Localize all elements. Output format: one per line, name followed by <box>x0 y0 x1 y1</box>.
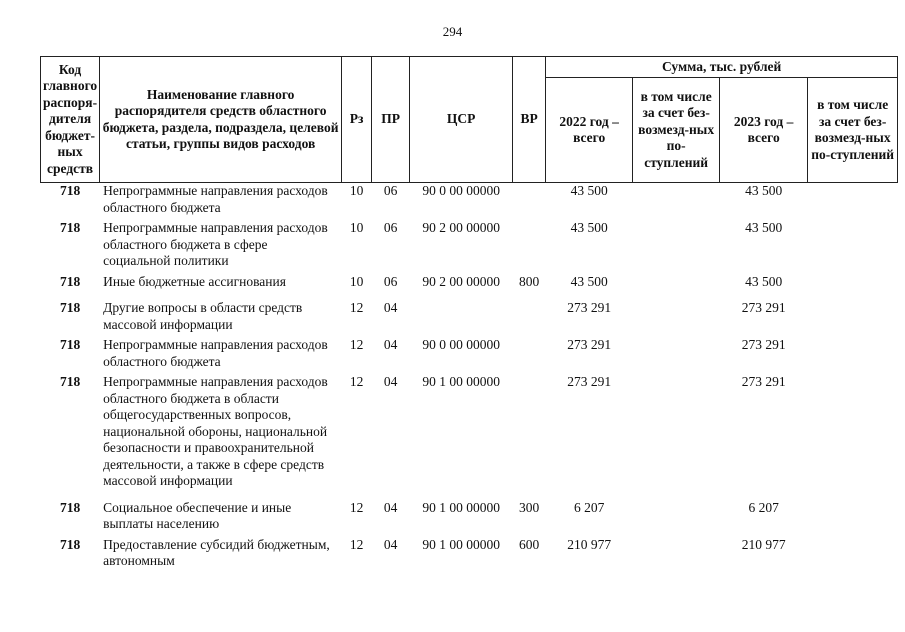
row-2023-total: 273 291 <box>741 337 786 352</box>
table-row <box>41 294 898 337</box>
row-vr <box>513 294 546 337</box>
row-2022-grants <box>633 183 720 221</box>
row-2023-total: 43 500 <box>745 220 783 235</box>
row-pr: 06 <box>383 220 398 235</box>
row-2023-grants <box>808 494 898 537</box>
table-row <box>41 183 898 221</box>
row-name: Другие вопросы в области средств массовой информации <box>103 300 303 332</box>
row-2022-total: 43 500 <box>570 273 608 289</box>
row-2023-grants <box>808 220 898 274</box>
row-2023-grants <box>808 183 898 221</box>
header-code: Код главного распоря-дителя бюджет-ных средств <box>41 57 100 183</box>
row-rz: 12 <box>349 300 364 315</box>
row-2022-grants <box>633 220 720 274</box>
row-rz: 10 <box>349 183 364 198</box>
header-rz: Рз <box>342 57 372 183</box>
row-name: Непрограммные направления расходов областного бюджета в области общегосударственных вопросов, национальной обороны, национальной безопасности и правоохранительной деятельности, а также в сфере средств массовой информации <box>103 374 328 488</box>
row-2023-grants <box>808 374 898 494</box>
row-2022-total: 43 500 <box>570 183 608 198</box>
row-name: Социальное обеспечение и иные выплаты населению <box>103 499 292 531</box>
row-2022-grants <box>633 294 720 337</box>
row-name: Иные бюджетные ассигнования <box>103 273 286 289</box>
row-pr: 04 <box>383 300 398 315</box>
row-pr: 04 <box>383 536 398 552</box>
row-2022-total: 210 977 <box>567 536 612 552</box>
row-2023-total: 273 291 <box>741 374 786 389</box>
row-code: 718 <box>59 337 81 352</box>
header-sum-group: Сумма, тыс. рублей <box>546 57 898 78</box>
row-2023-total: 273 291 <box>741 300 786 315</box>
row-csr: 90 1 00 00000 <box>422 536 500 552</box>
row-2022-grants <box>633 337 720 374</box>
page-number: 294 <box>442 24 463 39</box>
row-2023-grants <box>808 537 898 574</box>
row-csr <box>410 294 513 337</box>
table-row <box>41 220 898 274</box>
row-2022-total: 273 291 <box>567 374 612 389</box>
row-2022-total: 43 500 <box>570 220 608 235</box>
row-vr: 300 <box>519 499 540 515</box>
row-code: 718 <box>59 374 81 389</box>
table-row <box>41 274 898 295</box>
row-vr <box>513 337 546 374</box>
row-2022-total: 273 291 <box>567 300 612 315</box>
row-2022-grants <box>633 274 720 295</box>
row-code: 718 <box>59 300 81 315</box>
row-2022-grants <box>633 537 720 574</box>
row-code: 718 <box>59 183 81 198</box>
row-csr: 90 0 00 00000 <box>422 337 500 352</box>
row-pr: 04 <box>383 374 398 389</box>
row-csr: 90 0 00 00000 <box>422 183 500 198</box>
header-vr: ВР <box>513 57 546 183</box>
row-2023-grants <box>808 274 898 295</box>
row-rz: 10 <box>349 220 364 235</box>
row-rz: 12 <box>349 337 364 352</box>
row-vr <box>513 220 546 274</box>
header-2022-grants: в том числе за счет без-возмезд-ных по-ступлений <box>633 78 720 183</box>
row-pr: 04 <box>383 499 398 515</box>
row-code: 718 <box>59 220 81 235</box>
table-row <box>41 494 898 537</box>
row-2023-grants <box>808 337 898 374</box>
table-row <box>41 537 898 574</box>
table-row <box>41 374 898 494</box>
budget-table <box>40 56 898 574</box>
row-vr <box>513 374 546 494</box>
header-pr: ПР <box>372 57 410 183</box>
row-name: Непрограммные направления расходов областного бюджета в сфере социальной политики <box>103 220 328 268</box>
row-2023-total: 43 500 <box>745 273 783 289</box>
row-vr <box>513 183 546 221</box>
row-csr: 90 1 00 00000 <box>422 374 500 389</box>
row-2023-total: 43 500 <box>745 183 783 198</box>
row-2022-grants <box>633 374 720 494</box>
row-csr: 90 2 00 00000 <box>422 220 500 235</box>
row-code: 718 <box>59 499 81 515</box>
row-pr: 06 <box>383 183 398 198</box>
header-name: Наименование главного распорядителя средств областного бюджета, раздела, подраздела, целевой статьи, группы видов расходов <box>100 57 342 183</box>
row-vr: 600 <box>519 536 540 552</box>
row-2023-total: 6 207 <box>748 499 779 515</box>
row-pr: 04 <box>383 337 398 352</box>
row-name: Непрограммные направления расходов областного бюджета <box>103 337 328 369</box>
row-csr: 90 2 00 00000 <box>422 273 500 289</box>
row-rz: 12 <box>349 499 364 515</box>
row-2023-grants <box>808 294 898 337</box>
row-code: 718 <box>59 273 81 289</box>
row-rz: 12 <box>349 374 364 389</box>
row-rz: 10 <box>349 273 364 289</box>
row-2022-total: 273 291 <box>567 337 612 352</box>
header-csr: ЦСР <box>410 57 513 183</box>
row-2022-total: 6 207 <box>573 499 605 515</box>
row-2023-total: 210 977 <box>741 536 786 552</box>
row-rz: 12 <box>349 536 364 552</box>
row-csr: 90 1 00 00000 <box>422 499 500 515</box>
row-code: 718 <box>59 536 81 552</box>
table-row <box>41 337 898 374</box>
row-2022-grants <box>633 494 720 537</box>
header-2022-total: 2022 год – всего <box>546 78 633 183</box>
row-pr: 06 <box>383 273 398 289</box>
header-2023-grants: в том числе за счет без-возмезд-ных по-ступлений <box>808 78 898 183</box>
row-vr: 800 <box>519 273 540 289</box>
row-name: Непрограммные направления расходов областного бюджета <box>103 183 328 215</box>
header-2023-total: 2023 год – всего <box>720 78 808 183</box>
row-name: Предоставление субсидий бюджетным, автономным <box>103 536 330 568</box>
